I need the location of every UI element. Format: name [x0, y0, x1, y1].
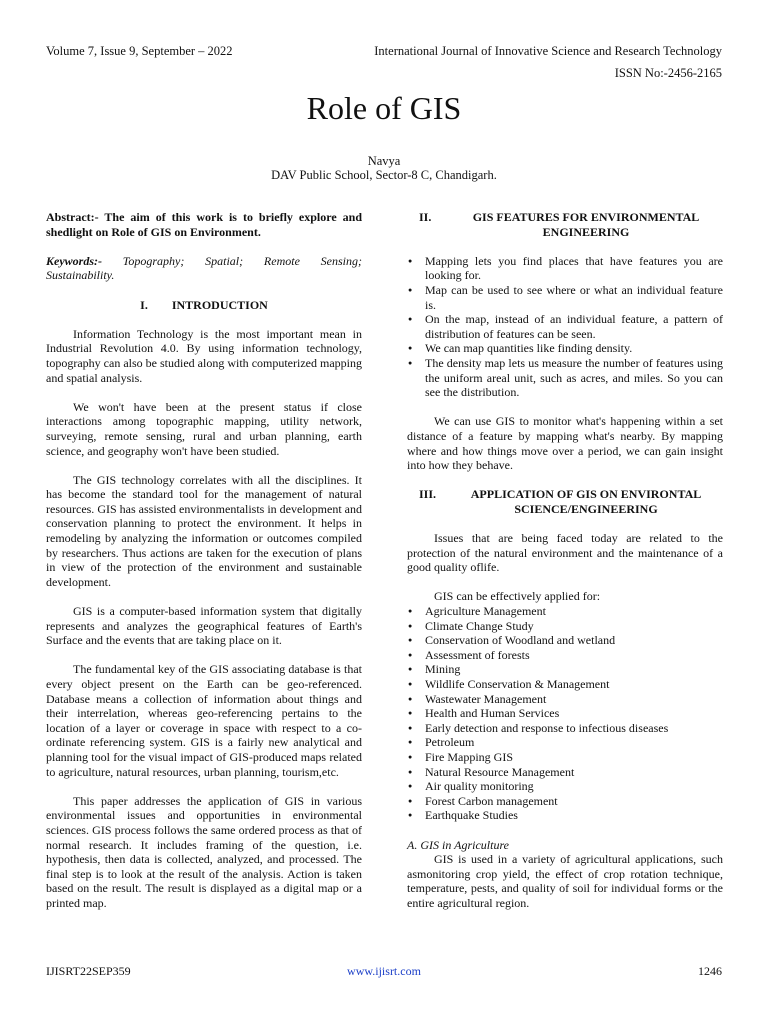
journal-url-link[interactable]: www.ijisrt.com — [347, 964, 421, 978]
intro-paragraph: GIS is a computer-based information system that digitally represents and analyzes the geographical features of Earth's Surface and the events that are taking place on it. — [46, 604, 362, 648]
list-item: ● Air quality monitoring — [407, 779, 723, 794]
keywords-label: Keywords:- — [46, 253, 102, 268]
keywords-text: Topography; Spatial; Remote Sensing; Sustainability. — [46, 253, 362, 283]
section-number: III. — [419, 487, 437, 502]
list-item: ● On the map, instead of an individual feature, a pattern of distribution of features can be seen. — [407, 312, 723, 341]
section-title: INTRODUCTION — [171, 297, 268, 312]
application-list — [407, 604, 723, 823]
author-affiliation: DAV Public School, Sector-8 C, Chandigarh. — [271, 168, 497, 182]
list-item: ● Petroleum — [407, 735, 723, 750]
list-item: ● Earthquake Studies — [407, 808, 723, 823]
list-item: ● Fire Mapping GIS — [407, 750, 723, 765]
agriculture-paragraph: GIS is used in a variety of agricultural applications, such asmonitoring crop yield, the effect of crop rotation technique, temperature, pests, and quality of soil for individual forms or the entire agricultural region. — [407, 852, 723, 910]
section-heading-gis-features — [407, 210, 723, 239]
journal-name: International Journal of Innovative Science and Research Technology — [374, 44, 722, 58]
list-item: ● Wildlife Conservation & Management — [407, 677, 723, 692]
features-paragraph: We can use GIS to monitor what's happening within a set distance of a feature by mapping what's nearby. By mapping where and how things move over a period, we can gain insight into how they behave. — [407, 414, 723, 473]
paper-title: Role of GIS — [306, 90, 462, 126]
list-item: ● We can map quantities like finding density. — [407, 341, 723, 356]
intro-paragraph: This paper addresses the application of GIS in various environmental issues and opportunities in environmental sciences. GIS process follows the same ordered process as that of normal research. It includes framing of the question, i.e. hypothesis, then data is collected, analyzed, and processed. The final step is to look at the result of the analysis. Action is taken based on the result. The result is displayed as a digital map or a printed map. — [46, 793, 362, 910]
section-number: I. — [140, 297, 148, 312]
right-column — [407, 210, 723, 925]
list-item: ● Climate Change Study — [407, 619, 723, 634]
list-item: ● Map can be used to see where or what an individual feature is. — [407, 283, 723, 312]
abstract: Abstract:- The aim of this work is to briefly explore and shedlight on Role of GIS on Environment. — [46, 210, 362, 239]
intro-paragraph: Information Technology is the most important mean in Industrial Revolution 4.0. By using information technology, topography can also be studied along with computerized mapping and spatial analysis. — [46, 326, 362, 385]
section-heading-application — [407, 487, 723, 516]
paper-id: IJISRT22SEP359 — [46, 964, 131, 978]
volume-issue: Volume 7, Issue 9, September – 2022 — [46, 44, 233, 58]
subsection-heading-agriculture: A. GIS in Agriculture — [407, 837, 509, 852]
list-item: ● Conservation of Woodland and wetland — [407, 633, 723, 648]
intro-paragraph: We won't have been at the present status if close interactions among topographic mapping, utility network, surveying, remote sensing, rural and urban planning, earth science, and geography won't have been studied. — [46, 399, 362, 458]
author-name: Navya — [367, 154, 401, 168]
list-item: ● Health and Human Services — [407, 706, 723, 721]
application-paragraph: Issues that are being faced today are related to the protection of the natural environment and the maintenance of a good quality oflife. — [407, 531, 723, 575]
list-item: ● Wastewater Management — [407, 692, 723, 707]
issn: ISSN No:-2456-2165 — [614, 66, 722, 80]
list-item: ● Early detection and response to infectious diseases — [407, 721, 723, 736]
application-list-intro: GIS can be effectively applied for: — [434, 589, 601, 604]
list-item: ● Mapping lets you find places that have features you are looking for. — [407, 254, 723, 283]
left-column — [46, 210, 362, 925]
list-item: ● Mining — [407, 662, 723, 677]
list-item: ● The density map lets us measure the number of features using the uniform areal unit, such as acres, and miles. So you can see the distribution. — [407, 356, 723, 400]
list-item: ● Agriculture Management — [407, 604, 723, 619]
footer-url-container — [0, 964, 768, 979]
section-heading-introduction — [46, 298, 362, 313]
list-item: ● Assessment of forests — [407, 648, 723, 663]
page-number: 1246 — [698, 964, 722, 978]
section-number: II. — [419, 210, 432, 224]
list-item: ● Forest Carbon management — [407, 794, 723, 809]
section-title: APPLICATION OF GIS ON ENVIRONTAL SCIENCE/ENGINEERING — [470, 487, 702, 516]
keywords — [46, 254, 362, 283]
section-title: GIS FEATURES FOR ENVIRONMENTAL ENGINEERING — [472, 210, 700, 239]
features-list — [407, 254, 723, 400]
intro-paragraph: The GIS technology correlates with all the disciplines. It has become the standard tool for the management of natural resources. GIS has assisted environmentalists in development and conservation planning to protect the environment. It helps in remodeling by analyzing the information or outcomes compiled by researchers. Thus actions are taken for the execution of plans in view of the protection of the environment and sustainable development. — [46, 472, 362, 589]
intro-paragraph: The fundamental key of the GIS associating database is that every object present on the Earth can be geo-referenced. Database means a collection of information about things and their interrelation, whereas geo-referencing pertains to the location of a layer or coverage in space with respect to a co-ordinate referencing system. GIS is a fairly new analytical and planning tool for the visual impact of GIS-produced maps related to agriculture, natural resources, urban planning, tourism,etc. — [46, 662, 362, 779]
list-item: ● Natural Resource Management — [407, 765, 723, 780]
